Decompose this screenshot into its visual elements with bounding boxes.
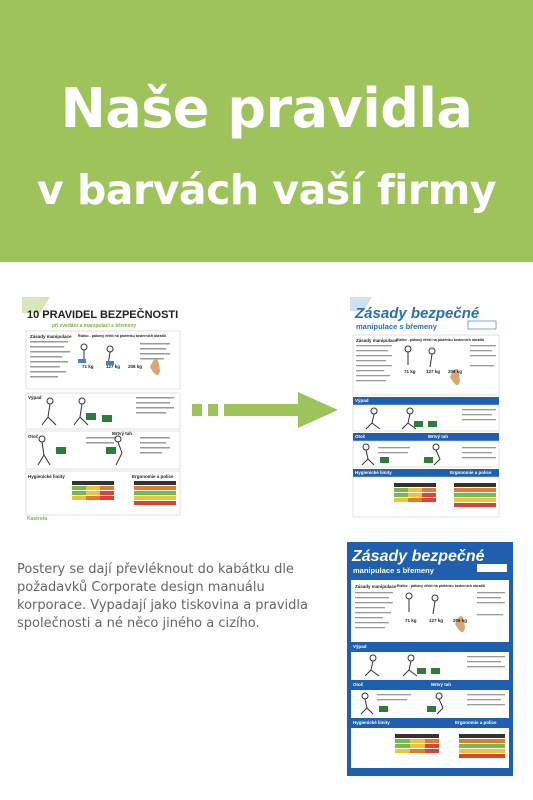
poster-original-limits: Hygienické limity <box>28 474 65 479</box>
poster-original <box>22 297 184 525</box>
poster-corporate-white-subtitle: manipulace s břemeny <box>356 322 437 331</box>
poster-corporate-blue-ergo: Ergonomie a police <box>455 720 497 725</box>
poster-corporate-blue-weight-2: 127 kg <box>429 618 444 623</box>
poster-corporate-blue-subtitle: manipulace s břemeny <box>353 566 434 575</box>
description-line-3: korporace. Vypadají jako tiskovina a pravidla <box>17 598 308 613</box>
poster-original-weight-3: 206 kg <box>128 364 143 369</box>
headline-line-2: v barvách vaší firmy <box>36 166 497 214</box>
poster-original-weight-1: 71 kg <box>82 364 94 369</box>
headline-banner <box>0 0 533 262</box>
right-arrow-icon <box>192 390 342 430</box>
poster-corporate-white-twist: Otoč <box>355 434 366 439</box>
poster-original-ergo: Ergonomie a police <box>132 474 174 479</box>
poster-corporate-blue-rules: Zásady manipulace <box>355 584 397 589</box>
poster-corporate-blue-weight-3: 206 kg <box>453 618 468 623</box>
poster-corporate-white-artwork <box>350 297 502 527</box>
poster-corporate-blue <box>347 542 513 776</box>
poster-original-weight-2: 127 kg <box>106 364 121 369</box>
poster-corporate-white-risk: Riziko - pákový efekt na ploténku bederních obratlů <box>396 338 485 342</box>
description-line-4: společnosti a né něco jiného a cizího. <box>17 616 260 631</box>
poster-corporate-blue-title: Zásady bezpečné <box>352 548 485 565</box>
description-line-1: Postery se dají převléknout do kabátku dle <box>17 562 294 577</box>
poster-corporate-blue-wrong: Mrtvý tah <box>431 682 452 687</box>
poster-corporate-white-limits: Hygienické limity <box>355 470 392 475</box>
poster-original-wrong: Mrtvý tah <box>112 431 133 436</box>
headline-line-1: Naše pravidla <box>60 77 473 140</box>
poster-original-twist: Otoč <box>28 434 39 439</box>
description-text <box>17 561 317 633</box>
poster-corporate-white-weight-1: 71 kg <box>404 369 416 374</box>
poster-corporate-blue-weight-1: 71 kg <box>405 618 417 623</box>
poster-original-risk: Riziko - pákový efekt na ploténku bederních obratlů <box>78 334 167 338</box>
poster-corporate-blue-limits: Hygienické limity <box>353 720 390 725</box>
poster-corporate-white-weight-2: 127 kg <box>426 369 441 374</box>
poster-corporate-white-wrong: Mrtvý tah <box>428 434 449 439</box>
description-line-2: požadavků Corporate design manuálu <box>17 580 265 595</box>
poster-corporate-blue-twist: Otoč <box>353 682 364 687</box>
poster-original-subtitle: při zvedání a manipulaci s břemeny <box>52 323 137 329</box>
poster-corporate-blue-artwork <box>347 542 513 776</box>
poster-original-artwork <box>22 297 184 525</box>
poster-corporate-blue-lift: Výpad <box>353 644 367 649</box>
poster-corporate-white-weight-3: 206 kg <box>448 369 463 374</box>
poster-corporate-white-ergo: Ergonomie a police <box>450 470 492 475</box>
poster-original-rules: Zásady manipulace <box>30 334 72 339</box>
poster-original-lift: Výpad <box>28 395 42 400</box>
poster-corporate-white-rules: Zásady manipulace <box>356 338 398 343</box>
poster-corporate-white-title: Zásady bezpečné <box>355 305 480 322</box>
poster-corporate-white <box>350 297 502 527</box>
poster-original-title: 10 PRAVIDEL BEZPEČNOSTI <box>27 309 179 321</box>
poster-corporate-blue-risk: Riziko - pákový efekt na ploténku bederních obratlů <box>397 584 486 588</box>
poster-original-brand: Kastrola <box>27 516 48 522</box>
poster-corporate-white-lift: Výpad <box>355 398 369 403</box>
